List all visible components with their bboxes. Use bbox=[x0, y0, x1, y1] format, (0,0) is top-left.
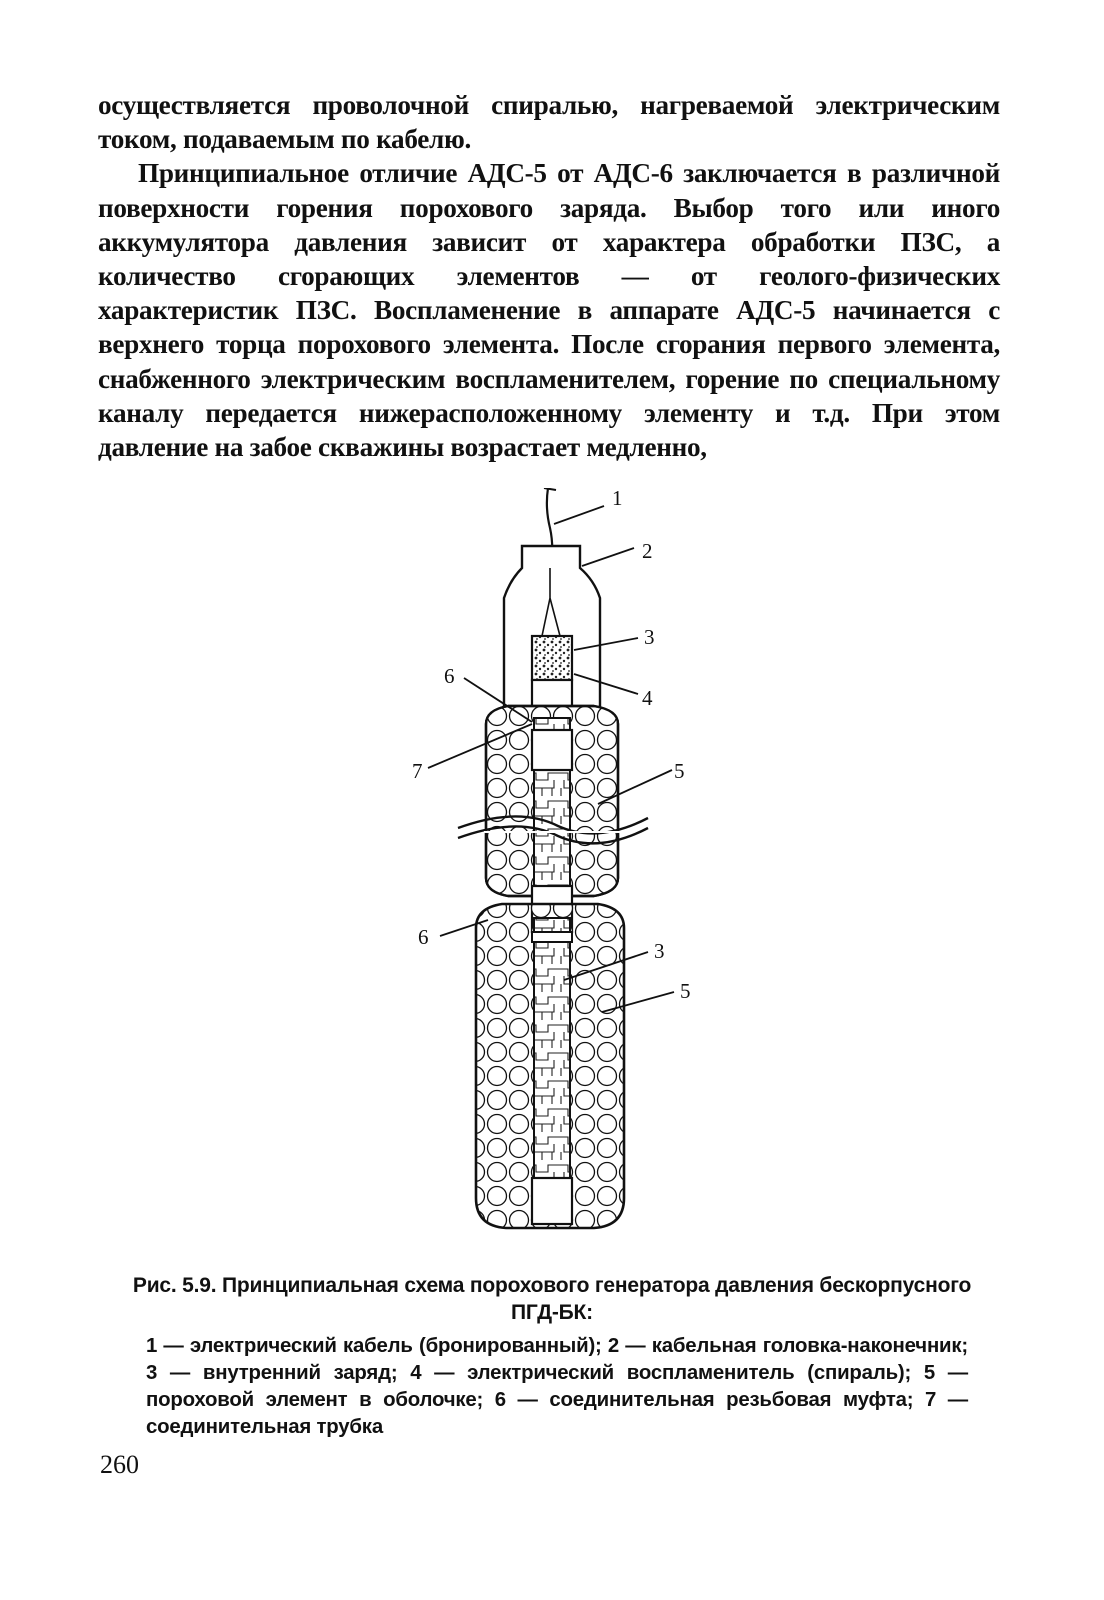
figure-caption-legend: 1 — электрический кабель (бронированный); 2 — кабельная головка-наконечник; 3 — внутренний заряд; 4 — электрический воспламенитель (спираль); 5 — пороховой элемент в оболочке; 6 — соединительная резьбовая муфта; 7 — соединительная трубка bbox=[146, 1335, 968, 1438]
figure-caption-title: Рис. 5.9. Принципиальная схема порохового генератора давления бескорпусного ПГД-БК: bbox=[132, 1274, 972, 1324]
label-3-top: 3 bbox=[644, 625, 655, 649]
paragraph-continued: осуществляется проволочной спиралью, нагреваемой электрическим током, подаваемым по кабелю. bbox=[98, 90, 1000, 155]
label-5-top: 5 bbox=[674, 759, 685, 783]
label-3-bottom: 3 bbox=[654, 939, 665, 963]
label-4: 4 bbox=[642, 686, 653, 710]
paragraph-main: Принципиальное отличие АДС-5 от АДС-6 заключается в различной поверхности горения порохового заряда. Выбор того или иного аккумулятора давления зависит от характера обработки ПЗС, а количество сгорающих элементов — от геолого-физических характеристик ПЗС. Воспламенение в аппарате АДС-5 начинается с верхнего торца порохового элемента. После сгорания первого элемента, снабженного электрическим воспламенителем, горение по специальному каналу передается нижерасположенному элементу и т.д. При этом давление на забое скважины возрастает медленно, bbox=[98, 158, 1000, 463]
label-7: 7 bbox=[412, 759, 423, 783]
page-number: 260 bbox=[100, 1450, 139, 1479]
label-1: 1 bbox=[612, 488, 623, 510]
igniter-icon bbox=[532, 636, 572, 680]
label-2: 2 bbox=[642, 539, 653, 563]
label-6-bottom: 6 bbox=[418, 925, 429, 949]
figure-pressure-generator bbox=[398, 488, 718, 1258]
label-5-bottom: 5 bbox=[680, 979, 691, 1003]
body-text bbox=[98, 88, 1000, 464]
label-6-top: 6 bbox=[444, 664, 455, 688]
